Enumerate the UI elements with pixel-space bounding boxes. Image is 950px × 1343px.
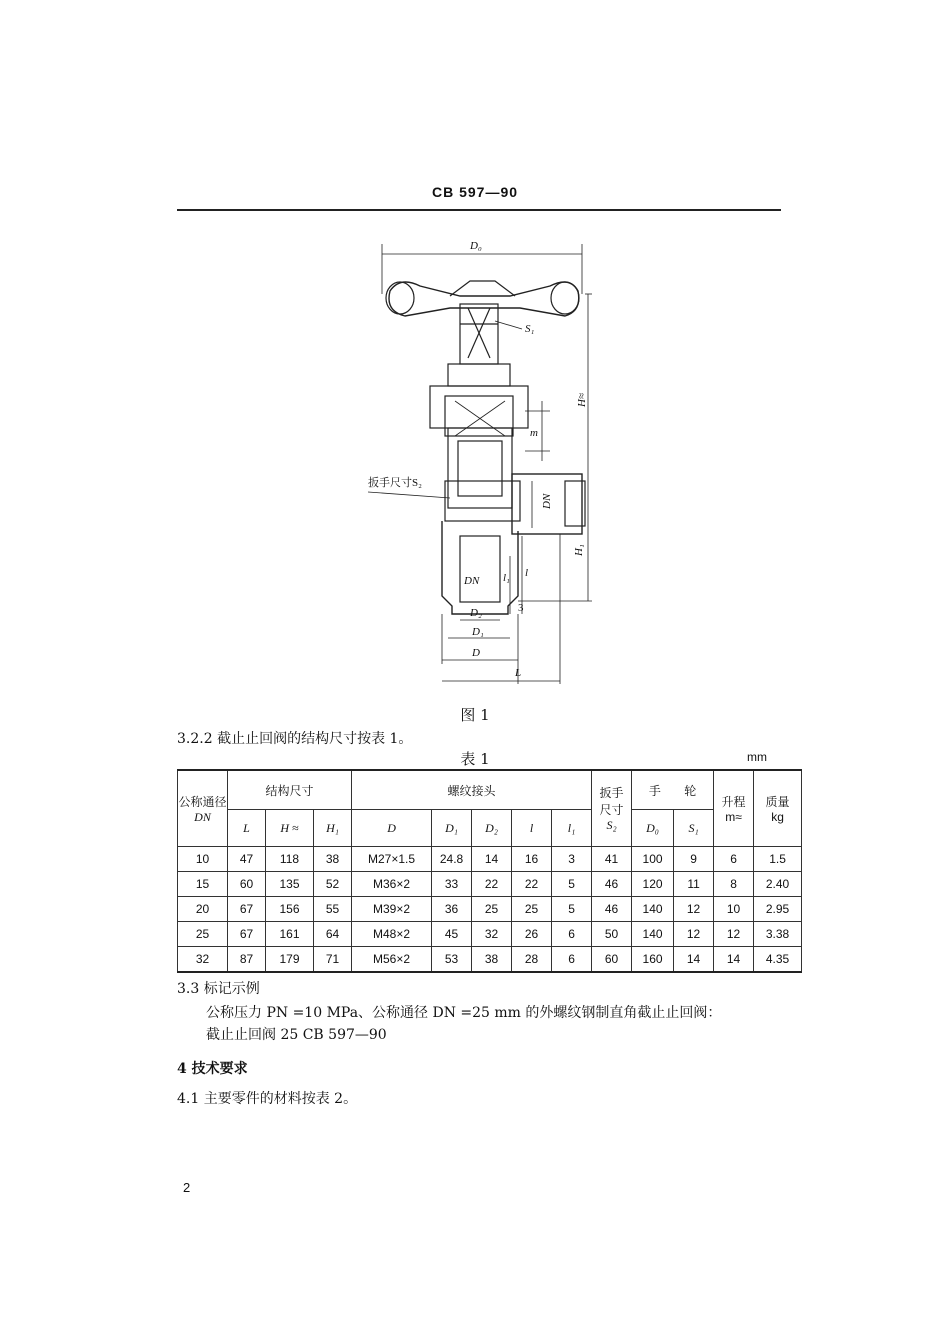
table-cell: 14 <box>714 947 754 973</box>
table-cell: 45 <box>432 922 472 947</box>
table-cell: 6 <box>552 947 592 973</box>
table-cell: 2.40 <box>754 872 802 897</box>
table-cell: 25 <box>472 897 512 922</box>
dimension-table <box>177 769 802 973</box>
table-cell: 60 <box>228 872 266 897</box>
header-hand-a: 手 <box>648 783 661 798</box>
header-mass-line1: 质量 <box>765 795 790 809</box>
header-lift-line1: 升程 <box>721 795 746 809</box>
fig-label-d0: D₀ <box>470 240 482 252</box>
table-cell: 14 <box>674 947 714 973</box>
header-handwheel <box>632 770 714 810</box>
table-cell: 46 <box>592 897 632 922</box>
table-cell: 3 <box>552 847 592 872</box>
section-4-heading: 4 技术要求 <box>177 1061 248 1077</box>
table-cell: 26 <box>512 922 552 947</box>
table-cell: 6 <box>714 847 754 872</box>
fig-label-s1: S₁ <box>525 323 535 335</box>
table-cell: 38 <box>314 847 352 872</box>
table-row <box>178 872 802 897</box>
table-cell: 4.35 <box>754 947 802 973</box>
table-cell: 16 <box>512 847 552 872</box>
table-cell: 22 <box>512 872 552 897</box>
table-cell: 10 <box>178 847 228 872</box>
table-cell: 161 <box>266 922 314 947</box>
table-cell: 9 <box>674 847 714 872</box>
header-l1: l₁ <box>552 810 592 847</box>
header-dn <box>178 770 228 847</box>
table-cell: 10 <box>714 897 754 922</box>
table-cell: 24.8 <box>432 847 472 872</box>
valve-drawing <box>360 236 600 696</box>
header-l: l <box>512 810 552 847</box>
table-cell: 140 <box>632 897 674 922</box>
table-cell: M27×1.5 <box>352 847 432 872</box>
header-d2: D₂ <box>472 810 512 847</box>
header-d0: D₀ <box>632 810 674 847</box>
table-row <box>178 897 802 922</box>
table-cell: 71 <box>314 947 352 973</box>
table-row <box>178 922 802 947</box>
header-rule <box>177 209 781 211</box>
marking-example-line2: 截止止回阀 25 CB 597—90 <box>206 1027 387 1043</box>
table-cell: 67 <box>228 897 266 922</box>
table-cell: 87 <box>228 947 266 973</box>
header-hand-b: 轮 <box>684 783 697 798</box>
table-cell: 32 <box>472 922 512 947</box>
table-cell: 11 <box>674 872 714 897</box>
table-cell: 25 <box>512 897 552 922</box>
table-cell: 53 <box>432 947 472 973</box>
header-h1: H₁ <box>314 810 352 847</box>
fig-label-three: 3 <box>518 602 524 614</box>
table-cell: 5 <box>552 872 592 897</box>
header-lift-line2: m≈ <box>725 810 742 824</box>
table-cell: 3.38 <box>754 922 802 947</box>
header-dn-line1: 公称通径 <box>178 794 227 809</box>
table-cell: 179 <box>266 947 314 973</box>
table-cell: 32 <box>178 947 228 973</box>
table-cell: 60 <box>592 947 632 973</box>
header-struct: 结构尺寸 <box>228 770 352 810</box>
table-title: 表 1 <box>460 750 490 768</box>
table-cell: 1.5 <box>754 847 802 872</box>
header-wrench <box>592 770 632 847</box>
marking-example-line1: 公称压力 PN =10 MPa、公称通径 DN =25 mm 的外螺纹钢制直角截止止回阀： <box>206 1005 722 1021</box>
table-cell: 120 <box>632 872 674 897</box>
table-cell: 28 <box>512 947 552 973</box>
header-s1: S₁ <box>674 810 714 847</box>
header-lift <box>714 770 754 847</box>
header-wrench-line1: 扳手 <box>599 786 624 800</box>
header-h: H ≈ <box>266 810 314 847</box>
fig-label-s2: 扳手尺寸S₂ <box>368 477 422 489</box>
fig-label-l: l <box>525 567 529 579</box>
fig-label-m: m <box>530 427 538 439</box>
table-cell: 14 <box>472 847 512 872</box>
table-cell: 52 <box>314 872 352 897</box>
table-cell: M39×2 <box>352 897 432 922</box>
document-code-header: CB 597—90 <box>431 184 519 200</box>
fig-label-d: D <box>472 647 480 659</box>
table-cell: 55 <box>314 897 352 922</box>
header-thread: 螺纹接头 <box>352 770 592 810</box>
table-cell: 50 <box>592 922 632 947</box>
table-cell: 12 <box>674 922 714 947</box>
table-cell: M48×2 <box>352 922 432 947</box>
table-cell: 64 <box>314 922 352 947</box>
table-cell: 20 <box>178 897 228 922</box>
table-row <box>178 947 802 973</box>
fig-label-dn-side: DN <box>541 493 553 509</box>
table-cell: 41 <box>592 847 632 872</box>
table-body <box>178 847 802 973</box>
table-cell: 100 <box>632 847 674 872</box>
fig-label-dn-bottom: DN <box>464 575 480 587</box>
table-cell: 33 <box>432 872 472 897</box>
section-3-3-heading: 3.3 标记示例 <box>177 981 260 997</box>
fig-label-h1: H₁ <box>573 544 585 556</box>
table-cell: 15 <box>178 872 228 897</box>
fig-label-l1: l₁ <box>503 572 510 584</box>
table-cell: 12 <box>674 897 714 922</box>
header-l-len: L <box>228 810 266 847</box>
header-wrench-line3: S₂ <box>606 818 617 832</box>
section-4-1: 4.1 主要零件的材料按表 2。 <box>177 1091 358 1107</box>
table-row <box>178 847 802 872</box>
fig-label-h: H≈ <box>576 393 588 407</box>
table-cell: M36×2 <box>352 872 432 897</box>
fig-label-d1: D₁ <box>472 626 484 638</box>
fig-label-l-big: L <box>515 667 522 679</box>
page-number: 2 <box>183 1180 191 1195</box>
table-cell: 22 <box>472 872 512 897</box>
table-unit: mm <box>747 750 767 764</box>
fig-label-d2: D₂ <box>470 607 482 619</box>
table-cell: 2.95 <box>754 897 802 922</box>
table-cell: 12 <box>714 922 754 947</box>
table-cell: M56×2 <box>352 947 432 973</box>
table-cell: 67 <box>228 922 266 947</box>
table-cell: 118 <box>266 847 314 872</box>
table-cell: 5 <box>552 897 592 922</box>
table-cell: 8 <box>714 872 754 897</box>
table-cell: 140 <box>632 922 674 947</box>
header-mass-line2: kg <box>771 810 784 824</box>
table-cell: 160 <box>632 947 674 973</box>
table-cell: 38 <box>472 947 512 973</box>
table-cell: 36 <box>432 897 472 922</box>
table-cell: 25 <box>178 922 228 947</box>
header-d1: D₁ <box>432 810 472 847</box>
table-cell: 47 <box>228 847 266 872</box>
header-dn-line2: DN <box>194 809 211 824</box>
table-cell: 135 <box>266 872 314 897</box>
table-cell: 46 <box>592 872 632 897</box>
table-cell: 6 <box>552 922 592 947</box>
header-d: D <box>352 810 432 847</box>
figure-caption: 图 1 <box>460 706 490 724</box>
header-mass <box>754 770 802 847</box>
header-wrench-line2: 尺寸 <box>599 803 624 817</box>
table-cell: 156 <box>266 897 314 922</box>
section-3-2-2: 3.2.2 截止止回阀的结构尺寸按表 1。 <box>177 731 413 747</box>
